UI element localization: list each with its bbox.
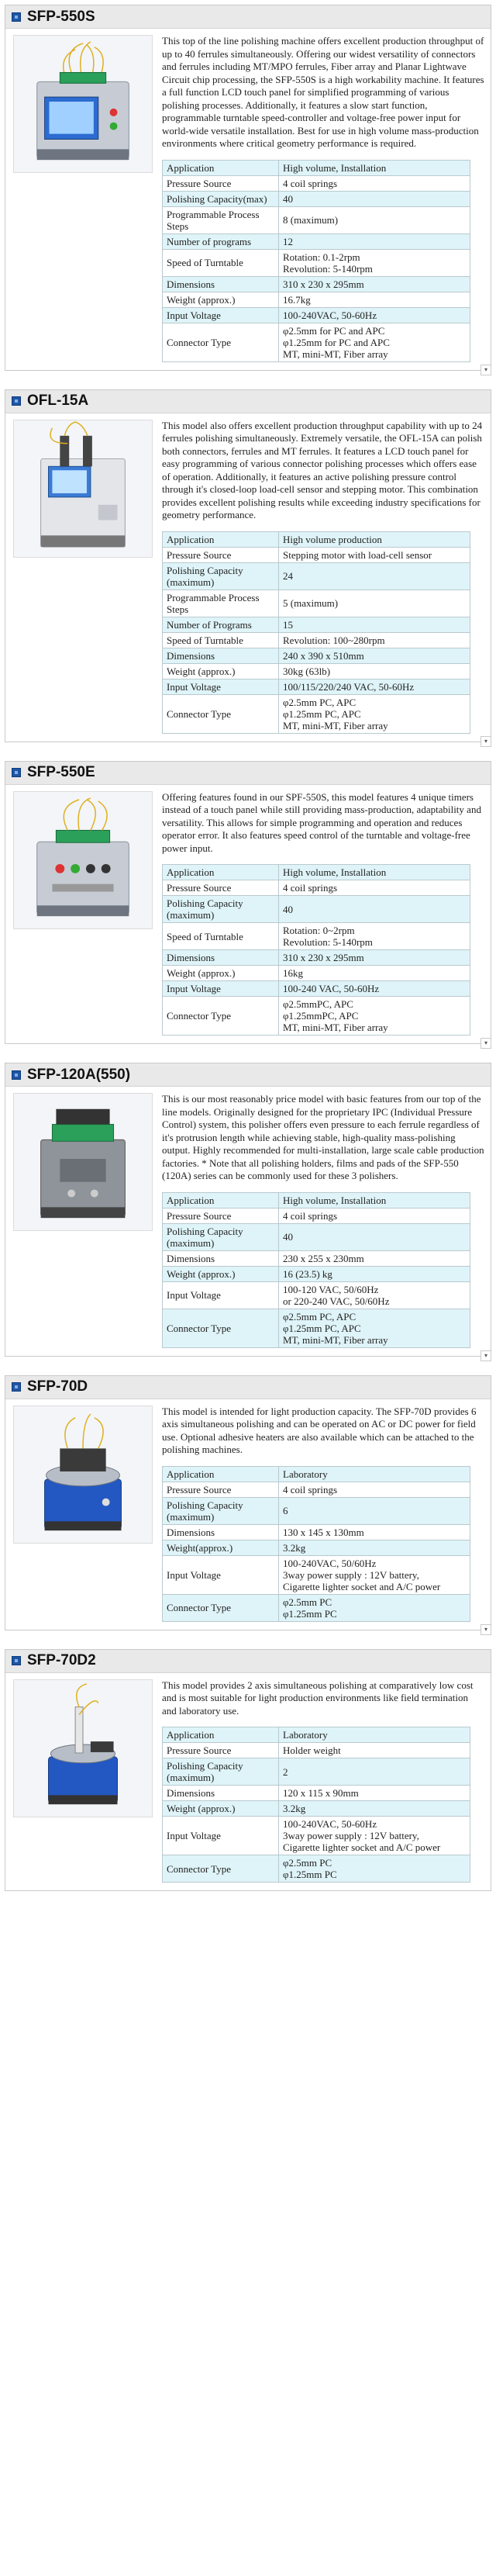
spec-row: Pressure Source 4 coil springs bbox=[163, 1482, 470, 1497]
spec-row: Polishing Capacity (maximum) 6 bbox=[163, 1497, 470, 1524]
spec-row: Pressure Source Stepping motor with load-cell sensor bbox=[163, 547, 470, 562]
product-photo bbox=[13, 791, 153, 929]
scroll-arrow-icon[interactable]: ▾ bbox=[480, 1624, 491, 1635]
product-catalog-page bbox=[0, 5, 496, 1891]
spec-row: Pressure Source 4 coil springs bbox=[163, 1208, 470, 1223]
spec-row: Weight(approx.) 3.2kg bbox=[163, 1540, 470, 1555]
spec-row: Speed of Turntable Revolution: 100~280rpm bbox=[163, 632, 470, 648]
product-description: This model is intended for light production capacity. The SFP-70D provides 6 axis simultaneous polishing and can be operated on AC or DC power for field use. Optional adhesive heaters are also available which can be attached to the polishing machines. bbox=[162, 1405, 477, 1455]
product-card-sfp-70d bbox=[5, 1375, 491, 1633]
spec-row: Weight (approx.) 16kg bbox=[163, 966, 470, 981]
spec-row: Pressure Source Holder weight bbox=[163, 1743, 470, 1758]
product-photo bbox=[13, 1406, 153, 1544]
product-title: SFP-550E bbox=[27, 764, 95, 780]
spec-row: Weight (approx.) 3.2kg bbox=[163, 1801, 470, 1817]
scroll-arrow-icon[interactable]: ▾ bbox=[480, 1350, 491, 1361]
product-description: This model also offers excellent production throughput capability with up to 24 ferrules polishing simultaneously. Extremely versatile, the OFL-15A can polish both connectors, ferrules and MT ferrules. It features a LCD touch panel for easy programming of various connector polishing processes which offers ease of operation. Additionally, it features an active polishing pressure control through it's closed-loop load-cell sensor and stepping motor. This combination provides excellent polishing results while exceeding industry specifications for geometry performance. bbox=[162, 419, 483, 520]
spec-table bbox=[162, 1466, 470, 1622]
spec-table bbox=[162, 1727, 470, 1883]
product-header bbox=[5, 762, 491, 785]
product-header bbox=[5, 1376, 491, 1399]
scroll-arrow-icon[interactable]: ▾ bbox=[480, 736, 491, 747]
product-description: This model provides 2 axis simultaneous polishing at comparatively low cost and is most suitable for light production environments like field termination and laboratory use. bbox=[162, 1679, 474, 1717]
spec-row: Input Voltage 100/115/220/240 VAC, 50-60Hz bbox=[163, 679, 470, 694]
square-bullet-icon bbox=[12, 1070, 21, 1080]
spec-table bbox=[162, 1192, 470, 1348]
spec-row: Input Voltage 100-240 VAC, 50-60Hz bbox=[163, 981, 470, 997]
square-bullet-icon bbox=[12, 768, 21, 777]
product-photo bbox=[13, 1093, 153, 1231]
product-title: SFP-120A(550) bbox=[27, 1066, 131, 1083]
spec-row: Connector Type φ2.5mm PC, APC φ1.25mm PC, APC MT, mini-MT, Fiber array bbox=[163, 1309, 470, 1347]
spec-table bbox=[162, 160, 470, 362]
product-card-sfp-120a bbox=[5, 1063, 491, 1357]
spec-row: Polishing Capacity (maximum) 40 bbox=[163, 896, 470, 923]
spec-row: Weight (approx.) 16.7kg bbox=[163, 292, 470, 307]
product-header bbox=[5, 1650, 491, 1673]
spec-row: Input Voltage 100-240VAC, 50/60Hz 3way power supply : 12V battery, Cigarette lighter socket and A/C power bbox=[163, 1555, 470, 1594]
spec-row: Programmable Process Steps 8 (maximum) bbox=[163, 206, 470, 233]
product-description: This is our most reasonably price model with basic features from our top of the line models. Originally designed for the proprietary IPC (Individual Pressure Control) system, this polisher offers even pressure to each ferrule regardless of it's protrusion length while achieving stable, high-quality mass-polishing output. Highly recommended for multi-installation, large scale cable production factories. * Note that all polishing holders, films and pads of the SFP-550 (120A) series can be commonly used for these 3 polishers. bbox=[162, 1093, 484, 1181]
scroll-arrow-icon[interactable]: ▾ bbox=[480, 365, 491, 375]
square-bullet-icon bbox=[12, 12, 21, 22]
product-title: SFP-70D2 bbox=[27, 1652, 96, 1668]
spec-row: Input Voltage 100-240VAC, 50-60Hz 3way power supply : 12V battery, Cigarette lighter socket and A/C power bbox=[163, 1817, 470, 1855]
square-bullet-icon bbox=[12, 396, 21, 406]
spec-row: Connector Type φ2.5mm PC, APC φ1.25mm PC, APC MT, mini-MT, Fiber array bbox=[163, 694, 470, 733]
spec-row: Polishing Capacity (maximum) 40 bbox=[163, 1223, 470, 1250]
spec-row: Application High volume, Installation bbox=[163, 160, 470, 175]
spec-row: Application High volume, Installation bbox=[163, 865, 470, 880]
spec-row: Dimensions 310 x 230 x 295mm bbox=[163, 276, 470, 292]
spec-row: Number of programs 12 bbox=[163, 233, 470, 249]
spec-table bbox=[162, 864, 470, 1036]
spec-row: Dimensions 310 x 230 x 295mm bbox=[163, 950, 470, 966]
spec-row: Connector Type φ2.5mmPC, APC φ1.25mmPC, APC MT, mini-MT, Fiber array bbox=[163, 997, 470, 1036]
spec-row: Connector Type φ2.5mm PC φ1.25mm PC bbox=[163, 1594, 470, 1621]
spec-row: Application High volume production bbox=[163, 531, 470, 547]
spec-row: Connector Type φ2.5mm for PC and APC φ1.25mm for PC and APC MT, mini-MT, Fiber array bbox=[163, 323, 470, 361]
product-card-sfp-70d2 bbox=[5, 1649, 491, 1892]
spec-row: Dimensions 130 x 145 x 130mm bbox=[163, 1524, 470, 1540]
product-description: This top of the line polishing machine offers excellent production throughput of up to 40 ferrules simultaneously. Offering our widest versatility of connectors and ferrules including MT/MPO ferrules, Fiber array and Planar Lightwave Circuit chip processing, the SFP-550S is a high workability machine. It features a full function LCD touch panel for simplified programming of various polishing processes. Additionally, it features a slow start function, programmable turntable speed-controller and voltage-free power input for world-wide versatile installation. Best for use in high volume mass-production environments where critical geometry performance is required. bbox=[162, 35, 484, 149]
spec-row: Application High volume, Installation bbox=[163, 1192, 470, 1208]
spec-row: Pressure Source 4 coil springs bbox=[163, 175, 470, 191]
spec-table bbox=[162, 531, 470, 734]
spec-row: Application Laboratory bbox=[163, 1466, 470, 1482]
spec-row: Weight (approx.) 30kg (63lb) bbox=[163, 663, 470, 679]
spec-row: Application Laboratory bbox=[163, 1727, 470, 1743]
spec-row: Speed of Turntable Rotation: 0.1-2rpm Revolution: 5-140rpm bbox=[163, 249, 470, 276]
spec-row: Programmable Process Steps 5 (maximum) bbox=[163, 590, 470, 617]
spec-row: Input Voltage 100-240VAC, 50-60Hz bbox=[163, 307, 470, 323]
spec-row: Polishing Capacity (maximum) 2 bbox=[163, 1758, 470, 1786]
square-bullet-icon bbox=[12, 1382, 21, 1392]
scroll-arrow-icon[interactable]: ▾ bbox=[480, 1038, 491, 1049]
product-header bbox=[5, 390, 491, 413]
spec-row: Polishing Capacity (maximum) 24 bbox=[163, 562, 470, 590]
product-card-sfp-550e bbox=[5, 761, 491, 1045]
spec-row: Dimensions 240 x 390 x 510mm bbox=[163, 648, 470, 663]
spec-row: Dimensions 230 x 255 x 230mm bbox=[163, 1250, 470, 1266]
product-title: SFP-550S bbox=[27, 8, 95, 25]
spec-row: Connector Type φ2.5mm PC φ1.25mm PC bbox=[163, 1855, 470, 1883]
spec-row: Pressure Source 4 coil springs bbox=[163, 880, 470, 896]
spec-row: Speed of Turntable Rotation: 0~2rpm Revolution: 5-140rpm bbox=[163, 923, 470, 950]
product-title: SFP-70D bbox=[27, 1378, 88, 1395]
product-photo bbox=[13, 35, 153, 173]
product-header bbox=[5, 1063, 491, 1087]
product-card-sfp-550s bbox=[5, 5, 491, 371]
product-header bbox=[5, 5, 491, 29]
product-card-ofl-15a bbox=[5, 389, 491, 745]
product-photo bbox=[13, 420, 153, 558]
spec-row: Weight (approx.) 16 (23.5) kg bbox=[163, 1266, 470, 1281]
spec-row: Dimensions 120 x 115 x 90mm bbox=[163, 1786, 470, 1801]
spec-row: Number of Programs 15 bbox=[163, 617, 470, 632]
product-photo bbox=[13, 1679, 153, 1817]
product-description: Offering features found in our SPF-550S, this model features 4 unique timers instead of a touch panel while still providing mass-production, adaptability and versatility. This allows for simple programming and operation and reduces operator error. It also features speed control of the turntable and voltage-free power input. bbox=[162, 790, 481, 854]
square-bullet-icon bbox=[12, 1656, 21, 1665]
spec-row: Polishing Capacity(max) 40 bbox=[163, 191, 470, 206]
product-title: OFL-15A bbox=[27, 392, 89, 409]
spec-row: Input Voltage 100-120 VAC, 50/60Hz or 220-240 VAC, 50/60Hz bbox=[163, 1281, 470, 1309]
